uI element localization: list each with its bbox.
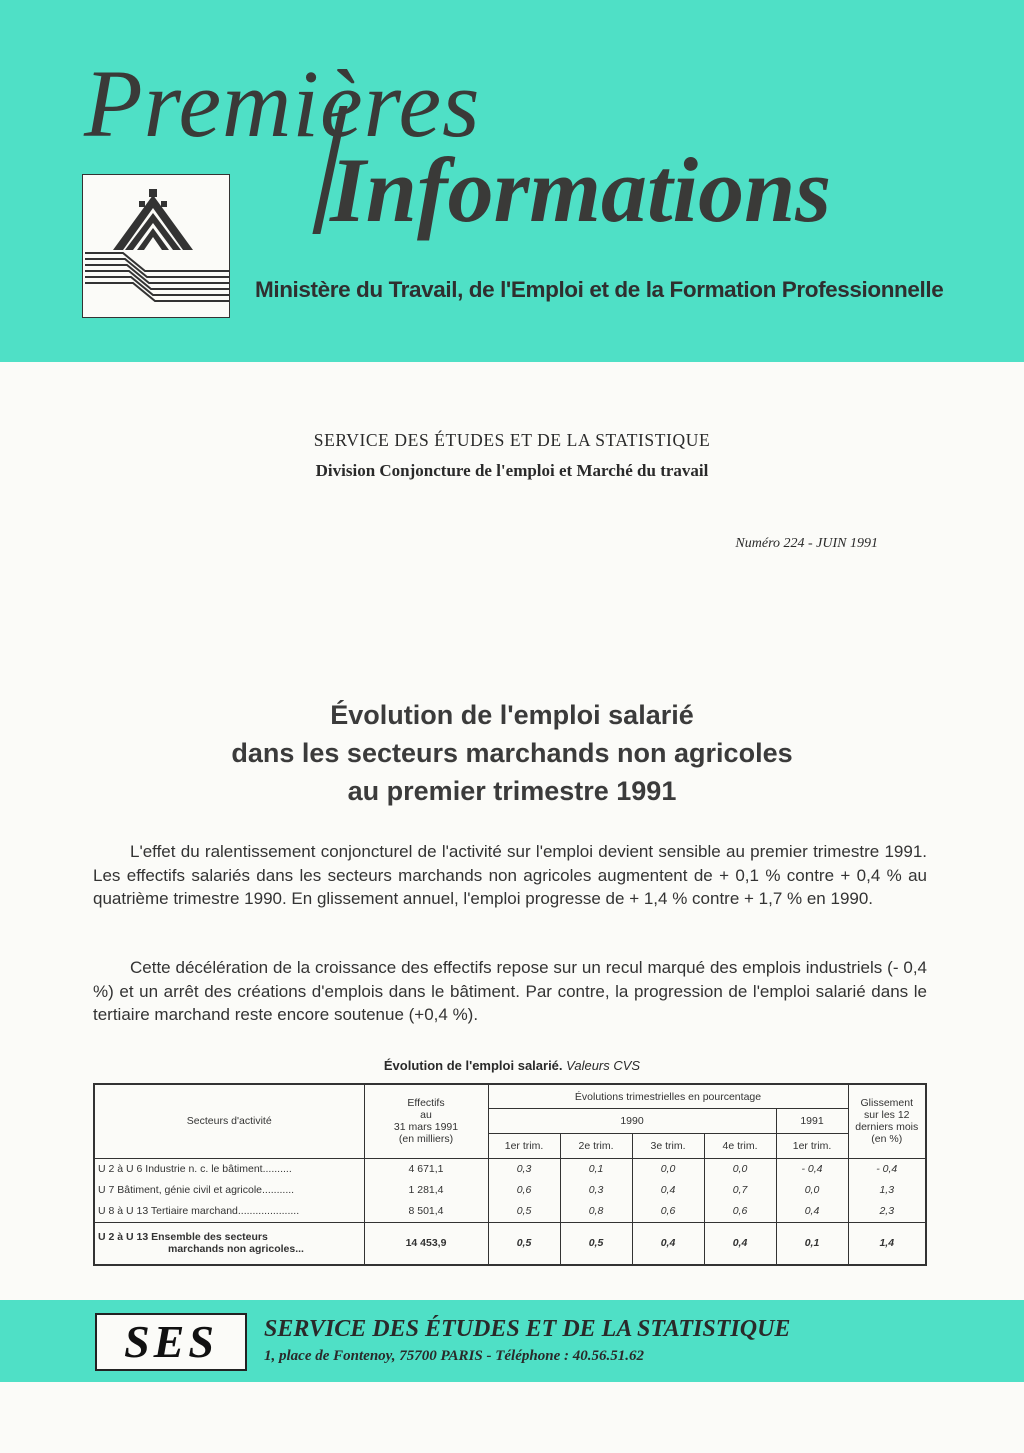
header-effectifs-line: Effectifs xyxy=(407,1097,445,1110)
article-title-line: dans les secteurs marchands non agricoles xyxy=(231,738,793,768)
sector-cell: U 2 à U 6 Industrie n. c. le bâtiment.......... xyxy=(94,1158,364,1179)
header-sector: Secteurs d'activité xyxy=(94,1084,364,1158)
quarter-cell: 0,0 xyxy=(776,1180,848,1201)
quarter-cell: 0,7 xyxy=(704,1180,776,1201)
header-quarter: 3e trim. xyxy=(632,1133,704,1158)
article-paragraph-2: Cette décélération de la croissance des effectifs repose sur un recul marqué des emplois industriels (- 0,4 %) et un arrêt des créations d'emplois dans le bâtiment. Par contre, la progression de l'emploi salarié dans le tertiaire marchand reste encore soutenue (+0,4 %). xyxy=(93,958,927,1024)
quarter-cell: 0,4 xyxy=(704,1222,776,1265)
header-effectifs xyxy=(364,1084,488,1158)
article-title-line: Évolution de l'emploi salarié xyxy=(330,700,694,730)
quarter-cell: - 0,4 xyxy=(776,1158,848,1179)
article-paragraph-1: L'effet du ralentissement conjoncturel de l'activité sur l'emploi devient sensible au premier trimestre 1991. Les effectifs salariés dans les secteurs marchands non agricoles augmentent de + 0,1 % contre + 0,4 % au quatrième trimestre 1990. En glissement annuel, l'emploi progresse de + 1,4 % contre + 1,7 % en 1990. xyxy=(93,842,927,908)
table-caption-suffix: Valeurs CVS xyxy=(566,1058,641,1073)
quarter-cell: 0,5 xyxy=(488,1201,560,1222)
glissement-cell: 2,3 xyxy=(848,1201,926,1222)
table-total-row xyxy=(94,1222,926,1265)
article-title xyxy=(0,696,1024,810)
effectifs-cell: 1 281,4 xyxy=(364,1180,488,1201)
footer-address: 1, place de Fontenoy, 75700 PARIS - Téléphone : 40.56.51.62 xyxy=(264,1348,644,1364)
ministry-name: Ministère du Travail, de l'Emploi et de la Formation Professionnelle xyxy=(255,277,944,302)
header-quarter: 1er trim. xyxy=(776,1133,848,1158)
table-row xyxy=(94,1180,926,1201)
header-effectifs-line: 31 mars 1991 xyxy=(393,1121,459,1134)
effectifs-cell: 14 453,9 xyxy=(364,1222,488,1265)
quarter-cell: 0,8 xyxy=(560,1201,632,1222)
header-glissement-line: Glissement xyxy=(860,1097,913,1110)
quarter-cell: 0,6 xyxy=(488,1180,560,1201)
ministry-logo xyxy=(82,174,230,318)
quarter-cell: 0,6 xyxy=(632,1201,704,1222)
sector-cell: U 7 Bâtiment, génie civil et agricole........... xyxy=(94,1180,364,1201)
total-sector-line: U 2 à U 13 Ensemble des secteurs xyxy=(98,1231,268,1244)
quarter-cell: 0,0 xyxy=(704,1158,776,1179)
total-sector-cell xyxy=(94,1222,364,1265)
header-glissement-line: sur les 12 xyxy=(863,1109,910,1122)
table-caption-title: Évolution de l'emploi salarié. xyxy=(383,1058,563,1073)
employment-table xyxy=(93,1083,927,1266)
header-glissement-line: derniers mois xyxy=(855,1121,919,1134)
header-quarter: 2e trim. xyxy=(560,1133,632,1158)
masthead-title-informations: Informations xyxy=(330,139,832,241)
header-quarter: 1er trim. xyxy=(488,1133,560,1158)
quarter-cell: 0,1 xyxy=(776,1222,848,1265)
effectifs-cell: 8 501,4 xyxy=(364,1201,488,1222)
glissement-cell: 1,4 xyxy=(848,1222,926,1265)
division-name: Division Conjoncture de l'emploi et Marché du travail xyxy=(315,461,709,480)
table-row xyxy=(94,1201,926,1222)
footer-service-name: SERVICE DES ÉTUDES ET DE LA STATISTIQUE xyxy=(264,1316,791,1342)
header-glissement-line: (en %) xyxy=(871,1133,903,1146)
quarter-cell: 0,0 xyxy=(632,1158,704,1179)
table-caption xyxy=(0,1058,1024,1073)
table-row xyxy=(94,1158,926,1179)
masthead-title-premieres: Premières xyxy=(84,50,481,157)
quarter-cell: 0,5 xyxy=(560,1222,632,1265)
header-glissement xyxy=(848,1084,926,1158)
header-effectifs-line: (en milliers) xyxy=(398,1133,454,1146)
header-year-1990: 1990 xyxy=(488,1109,776,1134)
quarter-cell: 0,4 xyxy=(776,1201,848,1222)
effectifs-cell: 4 671,1 xyxy=(364,1158,488,1179)
glissement-cell: - 0,4 xyxy=(848,1158,926,1179)
ministry-logo-graphic xyxy=(83,175,229,317)
quarter-cell: 0,3 xyxy=(488,1158,560,1179)
header-effectifs-line: au xyxy=(420,1109,432,1122)
sector-cell: U 8 à U 13 Tertiaire marchand..................... xyxy=(94,1201,364,1222)
total-sector-line: marchands non agricoles... xyxy=(168,1243,304,1256)
quarter-cell: 0,4 xyxy=(632,1222,704,1265)
header-year-1991: 1991 xyxy=(776,1109,848,1134)
quarter-cell: 0,3 xyxy=(560,1180,632,1201)
article-title-line: au premier trimestre 1991 xyxy=(347,776,677,806)
glissement-cell: 1,3 xyxy=(848,1180,926,1201)
quarter-cell: 0,6 xyxy=(704,1201,776,1222)
issue-number: Numéro 224 - JUIN 1991 xyxy=(735,536,878,551)
service-name: SERVICE DES ÉTUDES ET DE LA STATISTIQUE xyxy=(313,430,711,450)
quarter-cell: 0,1 xyxy=(560,1158,632,1179)
quarter-cell: 0,4 xyxy=(632,1180,704,1201)
header-quarter: 4e trim. xyxy=(704,1133,776,1158)
quarter-cell: 0,5 xyxy=(488,1222,560,1265)
header-evolutions: Évolutions trimestrielles en pourcentage xyxy=(488,1084,848,1109)
ses-logo: SES xyxy=(95,1313,247,1371)
